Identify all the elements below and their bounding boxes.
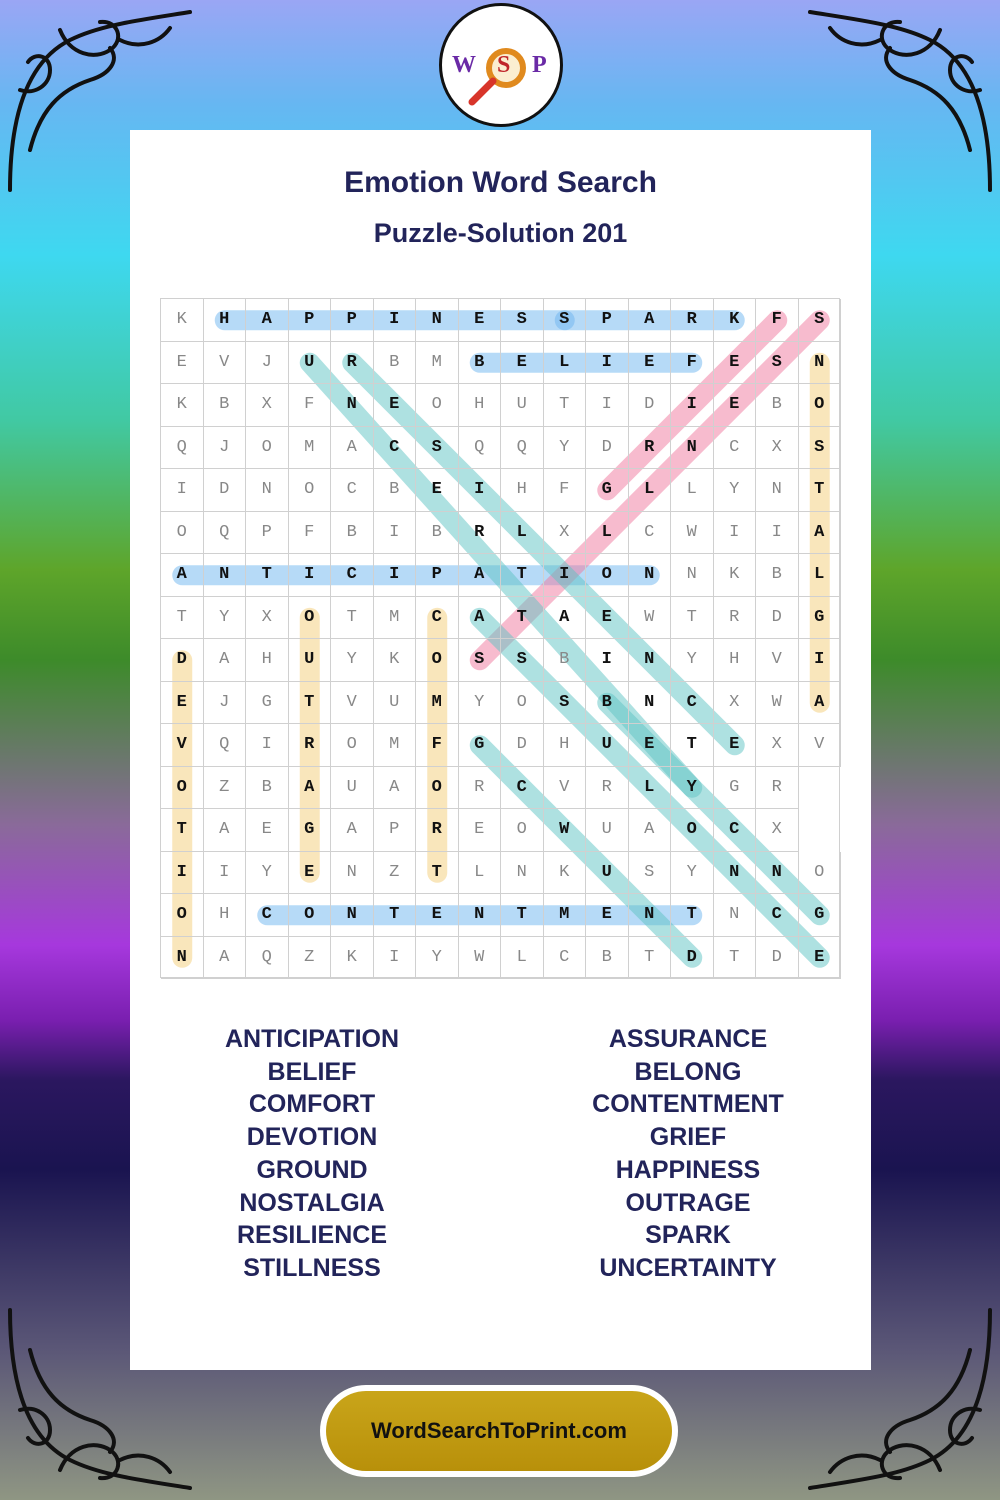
grid-cell[interactable]: Y xyxy=(671,639,714,682)
grid-cell[interactable]: L xyxy=(671,469,714,512)
grid-cell[interactable]: Y xyxy=(459,682,502,725)
word-list-item: GRIEF xyxy=(649,1123,727,1152)
grid-cell[interactable]: A xyxy=(204,639,247,682)
grid-cell[interactable]: D xyxy=(501,724,544,767)
grid-cell[interactable]: T xyxy=(246,554,289,597)
grid-cell[interactable]: X xyxy=(756,427,799,470)
grid-cell[interactable]: O xyxy=(246,427,289,470)
grid-cell[interactable]: U xyxy=(586,852,629,895)
grid-cell[interactable]: E xyxy=(629,724,672,767)
grid-cell[interactable]: B xyxy=(374,342,417,385)
grid-cell[interactable]: S xyxy=(544,299,587,342)
grid-cell[interactable]: T xyxy=(671,724,714,767)
grid-cell[interactable]: V xyxy=(161,724,204,767)
grid-cell[interactable]: K xyxy=(714,554,757,597)
grid-cell[interactable]: W xyxy=(671,512,714,555)
grid-cell[interactable]: Q xyxy=(501,427,544,470)
grid-cell[interactable]: E xyxy=(459,299,502,342)
grid-cell[interactable]: B xyxy=(586,682,629,725)
grid-cell[interactable]: R xyxy=(586,767,629,810)
grid-cell[interactable]: Y xyxy=(671,767,714,810)
grid-cell[interactable]: B xyxy=(544,639,587,682)
grid-cell[interactable]: S xyxy=(501,299,544,342)
grid-cell[interactable]: A xyxy=(544,597,587,640)
grid-cell[interactable]: A xyxy=(161,554,204,597)
grid-cell[interactable]: A xyxy=(459,554,502,597)
grid-cell[interactable]: N xyxy=(756,469,799,512)
grid-cell[interactable]: X xyxy=(246,384,289,427)
grid-cell[interactable]: I xyxy=(204,852,247,895)
grid-cell[interactable]: R xyxy=(756,767,799,810)
grid-cell[interactable]: T xyxy=(544,384,587,427)
grid-cell[interactable]: O xyxy=(799,852,842,895)
grid-cell[interactable]: E xyxy=(586,597,629,640)
grid-cell[interactable]: G xyxy=(246,682,289,725)
grid-cell[interactable]: G xyxy=(459,724,502,767)
grid-cell[interactable]: E xyxy=(246,809,289,852)
grid-cell[interactable]: V xyxy=(331,682,374,725)
grid-cell[interactable]: G xyxy=(586,469,629,512)
grid-cell[interactable]: O xyxy=(671,809,714,852)
grid-cell[interactable]: A xyxy=(204,937,247,980)
grid-cell[interactable]: P xyxy=(374,809,417,852)
grid-cell[interactable]: B xyxy=(246,767,289,810)
grid-cell[interactable]: K xyxy=(374,639,417,682)
grid-cell[interactable]: N xyxy=(416,299,459,342)
grid-cell[interactable]: W xyxy=(459,937,502,980)
grid-cell[interactable]: E xyxy=(416,469,459,512)
grid-cell[interactable]: I xyxy=(374,937,417,980)
grid-cell[interactable]: C xyxy=(544,937,587,980)
grid-cell[interactable]: C xyxy=(629,512,672,555)
grid-cell[interactable]: D xyxy=(161,639,204,682)
grid-cell[interactable]: I xyxy=(544,554,587,597)
grid-cell[interactable]: J xyxy=(246,342,289,385)
grid-cell[interactable]: N xyxy=(629,682,672,725)
grid-cell[interactable]: H xyxy=(204,894,247,937)
grid-cell[interactable]: A xyxy=(629,299,672,342)
grid-cell[interactable]: M xyxy=(416,342,459,385)
grid-cell[interactable]: S xyxy=(501,639,544,682)
grid-cell[interactable]: L xyxy=(501,512,544,555)
grid-cell[interactable]: E xyxy=(161,342,204,385)
grid-cell[interactable]: L xyxy=(586,512,629,555)
grid-cell[interactable]: M xyxy=(416,682,459,725)
word-list-left xyxy=(162,1023,462,1285)
grid-cell[interactable]: N xyxy=(714,852,757,895)
word-list-item: UNCERTAINTY xyxy=(599,1253,777,1282)
grid-cell[interactable]: O xyxy=(331,724,374,767)
grid-cell[interactable]: B xyxy=(204,384,247,427)
grid-cell[interactable]: T xyxy=(501,597,544,640)
grid-cell[interactable]: P xyxy=(416,554,459,597)
grid-cell[interactable]: F xyxy=(289,384,332,427)
grid-cell[interactable]: S xyxy=(459,639,502,682)
puzzle-sheet xyxy=(130,130,871,1370)
grid-cell[interactable]: B xyxy=(756,554,799,597)
grid-cell[interactable]: U xyxy=(586,809,629,852)
grid-cell[interactable]: C xyxy=(501,767,544,810)
grid-cell[interactable]: N xyxy=(629,554,672,597)
grid-cell[interactable]: N xyxy=(204,554,247,597)
word-list-item: HAPPINESS xyxy=(615,1155,761,1184)
grid-cell[interactable]: I xyxy=(161,469,204,512)
grid-cell[interactable]: R xyxy=(459,512,502,555)
grid-cell[interactable]: H xyxy=(714,639,757,682)
grid-cell[interactable]: N xyxy=(459,894,502,937)
grid-cell[interactable]: H xyxy=(204,299,247,342)
grid-cell[interactable]: C xyxy=(246,894,289,937)
grid-cell[interactable]: V xyxy=(544,767,587,810)
grid-cell[interactable]: C xyxy=(331,554,374,597)
letter-grid xyxy=(160,298,840,978)
grid-cell[interactable]: E xyxy=(289,852,332,895)
grid-cell[interactable]: D xyxy=(756,937,799,980)
grid-cell[interactable]: H xyxy=(459,384,502,427)
grid-cell[interactable]: I xyxy=(586,342,629,385)
grid-cell[interactable]: Q xyxy=(204,512,247,555)
grid-cell[interactable]: I xyxy=(756,512,799,555)
grid-cell[interactable]: Z xyxy=(289,937,332,980)
logo-letter-p: P xyxy=(532,52,547,78)
grid-cell[interactable]: I xyxy=(714,512,757,555)
grid-cell[interactable]: N xyxy=(671,554,714,597)
grid-cell[interactable]: E xyxy=(714,384,757,427)
grid-cell[interactable]: K xyxy=(161,299,204,342)
grid-cell[interactable]: T xyxy=(671,894,714,937)
grid-cell[interactable]: Q xyxy=(161,427,204,470)
grid-cell[interactable]: T xyxy=(331,597,374,640)
grid-cell[interactable]: B xyxy=(756,384,799,427)
grid-cell[interactable]: I xyxy=(289,554,332,597)
grid-cell[interactable]: C xyxy=(671,682,714,725)
word-list-item: STILLNESS xyxy=(243,1253,381,1282)
grid-cell[interactable]: T xyxy=(501,554,544,597)
word-list-item: SPARK xyxy=(645,1221,731,1250)
grid-cell[interactable]: D xyxy=(629,384,672,427)
grid-cell[interactable]: S xyxy=(416,427,459,470)
word-list-item: BELONG xyxy=(634,1057,742,1086)
grid-cell[interactable]: R xyxy=(714,597,757,640)
grid-cell[interactable]: G xyxy=(799,894,842,937)
grid-cell[interactable]: E xyxy=(501,342,544,385)
grid-cell[interactable]: R xyxy=(629,427,672,470)
grid-cell[interactable]: D xyxy=(204,469,247,512)
grid-cell[interactable]: K xyxy=(161,384,204,427)
grid-cell[interactable]: M xyxy=(374,724,417,767)
grid-cell[interactable]: B xyxy=(331,512,374,555)
grid-cell[interactable]: U xyxy=(331,767,374,810)
grid-cell[interactable]: H xyxy=(246,639,289,682)
word-list-item: CONTENTMENT xyxy=(592,1090,784,1119)
page-title: Emotion Word Search xyxy=(344,166,657,199)
grid-cell[interactable]: O xyxy=(799,384,842,427)
grid-cell[interactable]: E xyxy=(629,342,672,385)
grid-cell[interactable]: T xyxy=(416,852,459,895)
grid-cell[interactable]: K xyxy=(714,299,757,342)
site-url-link[interactable]: WordSearchToPrint.com xyxy=(326,1391,672,1471)
grid-cell[interactable]: J xyxy=(204,427,247,470)
grid-cell[interactable]: T xyxy=(374,894,417,937)
grid-cell[interactable]: T xyxy=(161,597,204,640)
grid-cell[interactable]: A xyxy=(629,809,672,852)
word-list-right xyxy=(538,1023,838,1285)
grid-cell[interactable]: B xyxy=(586,937,629,980)
grid-cell[interactable]: Y xyxy=(246,852,289,895)
grid-cell[interactable]: V xyxy=(799,724,842,767)
grid-cell[interactable]: L xyxy=(629,469,672,512)
grid-cell[interactable]: O xyxy=(289,469,332,512)
logo-letter-s: S xyxy=(497,52,511,78)
grid-cell[interactable]: M xyxy=(289,427,332,470)
grid-cell[interactable]: O xyxy=(289,597,332,640)
grid-cell[interactable]: X xyxy=(246,597,289,640)
grid-cell[interactable]: O xyxy=(416,767,459,810)
grid-cell[interactable]: S xyxy=(756,342,799,385)
grid-cell[interactable]: Y xyxy=(714,469,757,512)
grid-cell[interactable]: Q xyxy=(204,724,247,767)
grid-cell[interactable]: E xyxy=(714,342,757,385)
grid-cell[interactable]: X xyxy=(544,512,587,555)
grid-cell[interactable]: U xyxy=(586,724,629,767)
grid-cell[interactable]: U xyxy=(289,342,332,385)
grid-cell[interactable]: N xyxy=(799,342,842,385)
grid-cell[interactable]: T xyxy=(161,809,204,852)
grid-cell[interactable]: J xyxy=(204,682,247,725)
grid-cell[interactable]: L xyxy=(629,767,672,810)
grid-cell[interactable]: A xyxy=(289,767,332,810)
grid-cell[interactable]: S xyxy=(799,299,842,342)
grid-cell[interactable]: U xyxy=(289,639,332,682)
grid-cell[interactable]: D xyxy=(671,937,714,980)
grid-cell[interactable]: R xyxy=(331,342,374,385)
grid-cell[interactable]: W xyxy=(544,809,587,852)
grid-cell[interactable]: O xyxy=(161,767,204,810)
grid-cell[interactable]: E xyxy=(374,384,417,427)
grid-cell[interactable]: Y xyxy=(204,597,247,640)
grid-cell[interactable]: E xyxy=(416,894,459,937)
grid-cell[interactable]: F xyxy=(416,724,459,767)
grid-cell[interactable]: S xyxy=(629,852,672,895)
grid-cell[interactable]: K xyxy=(331,937,374,980)
grid-cell[interactable]: H xyxy=(544,724,587,767)
grid-cell[interactable]: L xyxy=(501,937,544,980)
grid-cell[interactable]: A xyxy=(459,597,502,640)
grid-cell[interactable]: E xyxy=(161,682,204,725)
grid-cell[interactable]: T xyxy=(501,894,544,937)
word-list-item: GROUND xyxy=(256,1155,368,1184)
logo-letter-w: W xyxy=(452,52,476,78)
grid-cell[interactable]: N xyxy=(671,427,714,470)
grid-cell[interactable]: S xyxy=(799,427,842,470)
grid-cell[interactable]: W xyxy=(629,597,672,640)
grid-cell[interactable]: S xyxy=(544,682,587,725)
grid-cell[interactable]: I xyxy=(374,512,417,555)
grid-cell[interactable]: O xyxy=(161,894,204,937)
grid-cell[interactable]: D xyxy=(586,427,629,470)
grid-cell[interactable]: C xyxy=(756,894,799,937)
grid-cell[interactable]: U xyxy=(501,384,544,427)
grid-cell[interactable]: B xyxy=(374,469,417,512)
grid-cell[interactable]: Q xyxy=(246,937,289,980)
grid-cell[interactable]: T xyxy=(799,469,842,512)
grid-cell[interactable]: O xyxy=(416,639,459,682)
grid-cell[interactable]: I xyxy=(246,724,289,767)
grid-cell[interactable]: N xyxy=(501,852,544,895)
grid-cell[interactable]: A xyxy=(246,299,289,342)
grid-cell[interactable]: N xyxy=(629,639,672,682)
grid-cell[interactable]: I xyxy=(586,384,629,427)
grid-cell[interactable]: C xyxy=(714,809,757,852)
grid-cell[interactable]: R xyxy=(459,767,502,810)
grid-cell[interactable]: K xyxy=(544,852,587,895)
grid-cell[interactable]: W xyxy=(756,682,799,725)
grid-cell[interactable]: A xyxy=(204,809,247,852)
word-list-item: RESILIENCE xyxy=(236,1221,388,1250)
grid-cell[interactable]: N xyxy=(714,894,757,937)
grid-cell[interactable]: M xyxy=(544,894,587,937)
grid-cell[interactable]: N xyxy=(331,894,374,937)
grid-cell[interactable]: A xyxy=(331,809,374,852)
grid-cell[interactable]: O xyxy=(501,809,544,852)
grid-cell[interactable]: R xyxy=(416,809,459,852)
grid-cell[interactable]: P xyxy=(586,299,629,342)
grid-cell[interactable]: I xyxy=(799,639,842,682)
word-list-item: COMFORT xyxy=(248,1090,376,1119)
grid-cell[interactable]: B xyxy=(459,342,502,385)
grid-cell[interactable]: H xyxy=(501,469,544,512)
grid-cell[interactable]: A xyxy=(799,512,842,555)
grid-cell[interactable]: I xyxy=(161,852,204,895)
grid-cell[interactable]: A xyxy=(374,767,417,810)
grid-cell[interactable]: T xyxy=(714,937,757,980)
grid-cell[interactable]: O xyxy=(586,554,629,597)
grid-cell[interactable]: Y xyxy=(671,852,714,895)
grid-cell[interactable]: I xyxy=(459,469,502,512)
word-list-item: DEVOTION xyxy=(246,1123,378,1152)
grid-cell[interactable]: V xyxy=(204,342,247,385)
grid-cell[interactable]: Y xyxy=(331,639,374,682)
grid-cell[interactable]: Q xyxy=(459,427,502,470)
grid-cell[interactable]: Y xyxy=(544,427,587,470)
grid-cell[interactable]: A xyxy=(331,427,374,470)
grid-cell[interactable]: N xyxy=(331,384,374,427)
grid-cell[interactable]: X xyxy=(714,682,757,725)
grid-cell[interactable]: O xyxy=(289,894,332,937)
grid-cell[interactable]: X xyxy=(756,809,799,852)
grid-cell[interactable]: N xyxy=(756,852,799,895)
grid-cell[interactable]: P xyxy=(246,512,289,555)
grid-cell[interactable]: G xyxy=(714,767,757,810)
grid-cell[interactable]: G xyxy=(799,597,842,640)
grid-cell[interactable]: O xyxy=(501,682,544,725)
grid-cell[interactable]: L xyxy=(799,554,842,597)
grid-cell[interactable]: C xyxy=(416,597,459,640)
grid-cell[interactable]: N xyxy=(331,852,374,895)
page-subtitle: Puzzle-Solution 201 xyxy=(373,218,628,248)
grid-cell[interactable]: T xyxy=(289,682,332,725)
grid-cell[interactable]: F xyxy=(756,299,799,342)
word-list-item: BELIEF xyxy=(267,1057,357,1086)
grid-cell[interactable]: N xyxy=(246,469,289,512)
grid-cell[interactable]: T xyxy=(629,937,672,980)
grid-cell[interactable]: I xyxy=(374,554,417,597)
grid-cell[interactable]: V xyxy=(756,639,799,682)
grid-cell[interactable]: I xyxy=(586,639,629,682)
grid-cell[interactable]: U xyxy=(374,682,417,725)
grid-cell[interactable]: D xyxy=(756,597,799,640)
site-logo[interactable] xyxy=(439,3,563,127)
grid-cell[interactable]: O xyxy=(416,384,459,427)
grid-cell[interactable]: O xyxy=(161,512,204,555)
grid-cell[interactable]: Z xyxy=(374,852,417,895)
grid-cell[interactable]: I xyxy=(374,299,417,342)
grid-cell[interactable]: N xyxy=(629,894,672,937)
grid-cell[interactable]: E xyxy=(799,937,842,980)
grid-cell[interactable]: A xyxy=(799,682,842,725)
grid-cell[interactable]: L xyxy=(544,342,587,385)
grid-cell[interactable]: F xyxy=(289,512,332,555)
grid-cell[interactable]: C xyxy=(374,427,417,470)
grid-cell[interactable]: F xyxy=(671,342,714,385)
grid-cell[interactable]: P xyxy=(289,299,332,342)
grid-cell[interactable]: M xyxy=(374,597,417,640)
grid-cell[interactable]: F xyxy=(544,469,587,512)
grid-cell[interactable]: Y xyxy=(416,937,459,980)
grid-cell[interactable]: E xyxy=(586,894,629,937)
grid-cell[interactable]: N xyxy=(161,937,204,980)
grid-cell[interactable]: L xyxy=(459,852,502,895)
grid-cell[interactable]: I xyxy=(671,384,714,427)
word-list-item: ASSURANCE xyxy=(608,1025,768,1053)
grid-cell[interactable]: C xyxy=(331,469,374,512)
word-list-item: ANTICIPATION xyxy=(224,1025,400,1053)
grid-cell[interactable]: R xyxy=(289,724,332,767)
grid-cell[interactable]: E xyxy=(714,724,757,767)
grid-cell[interactable]: R xyxy=(671,299,714,342)
site-url-badge[interactable] xyxy=(320,1385,678,1477)
grid-cell[interactable]: E xyxy=(459,809,502,852)
grid-cell[interactable]: C xyxy=(714,427,757,470)
grid-cell[interactable]: B xyxy=(416,512,459,555)
grid-cell[interactable]: P xyxy=(331,299,374,342)
word-list-item: NOSTALGIA xyxy=(239,1188,385,1217)
grid-cell[interactable]: T xyxy=(671,597,714,640)
grid-cell[interactable]: Z xyxy=(204,767,247,810)
grid-cell[interactable]: G xyxy=(289,809,332,852)
word-list-item: OUTRAGE xyxy=(625,1188,751,1217)
grid-cell[interactable]: X xyxy=(756,724,799,767)
